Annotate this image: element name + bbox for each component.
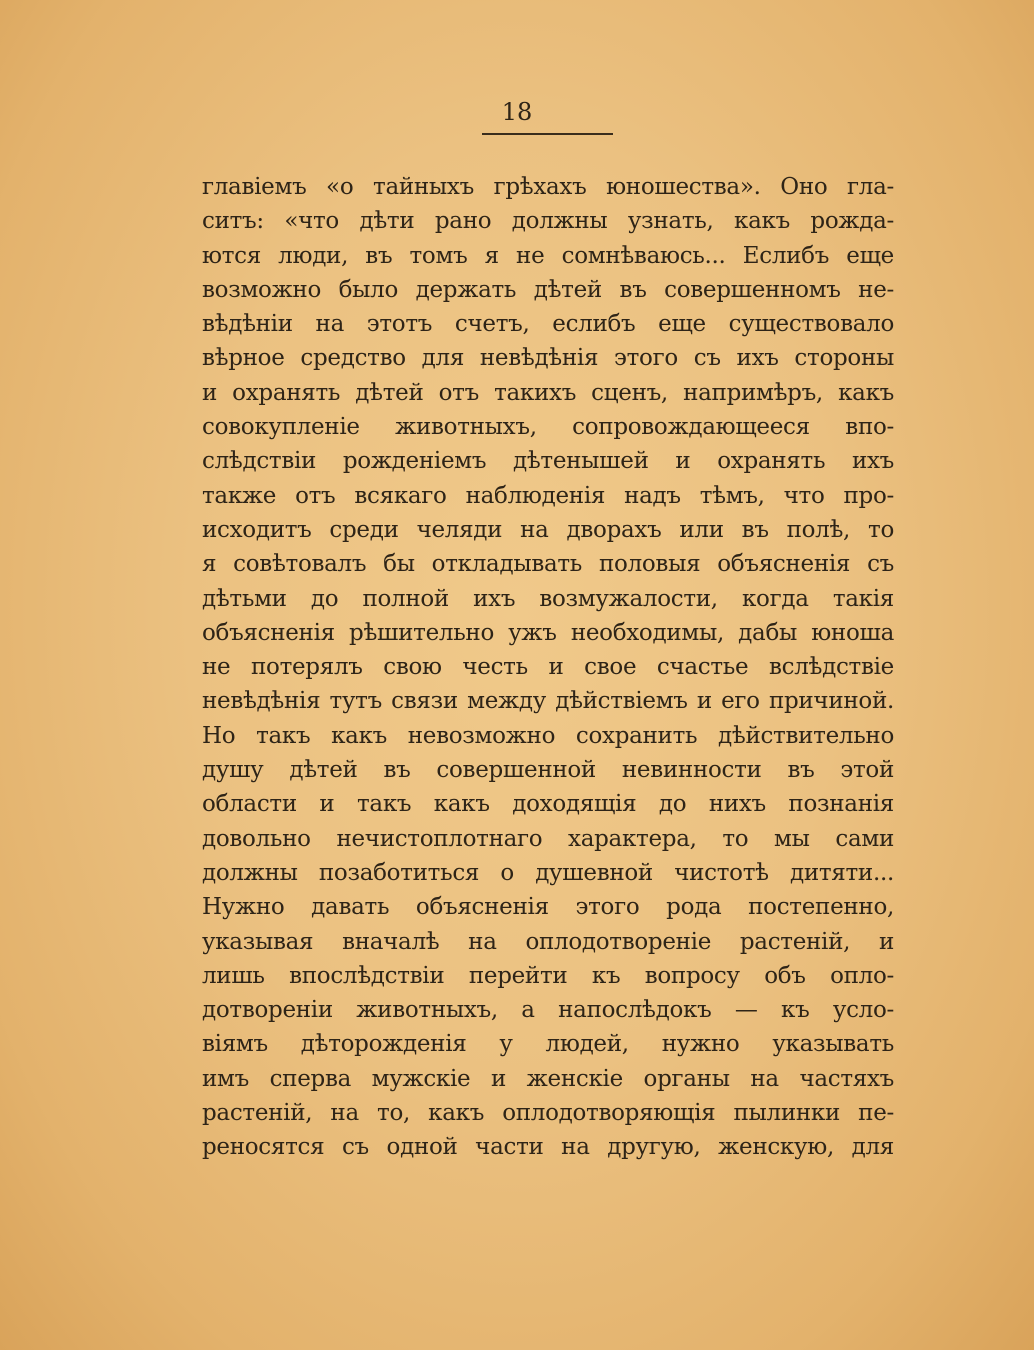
text-line: совокупленіе животныхъ, сопровождающееся впо-: [202, 414, 894, 441]
text-line: также отъ всякаго наблюденія надъ тѣмъ, что про-: [202, 482, 894, 509]
text-line: невѣдѣнія тутъ связи между дѣйствіемъ и его причиной.: [202, 688, 894, 715]
page-number: 18: [501, 98, 533, 126]
text-line: вѣрное средство для невѣдѣнія этого съ ихъ стороны: [202, 345, 894, 372]
text-line: душу дѣтей въ совершенной невинности въ этой: [202, 757, 894, 784]
text-line: вѣдѣніи на этотъ счетъ, еслибъ еще существовало: [202, 311, 894, 338]
text-line: имъ сперва мужскіе и женскіе органы на частяхъ: [202, 1065, 894, 1092]
text-line: должны позаботиться о душевной чистотѣ дитяти...: [202, 859, 894, 886]
body-text: [202, 170, 894, 1165]
text-line: области и такъ какъ доходящія до нихъ познанія: [202, 791, 894, 818]
text-line: віямъ дѣторожденія у людей, нужно указывать: [202, 1031, 894, 1058]
text-line: дотвореніи животныхъ, а напослѣдокъ — къ усло-: [202, 997, 894, 1024]
text-line: ситъ: «что дѣти рано должны узнать, какъ рожда-: [202, 208, 894, 235]
text-line: главіемъ «о тайныхъ грѣхахъ юношества». Оно гла-: [202, 174, 894, 200]
text-line: Но такъ какъ невозможно сохранить дѣйствительно: [202, 722, 894, 749]
text-line: довольно нечистоплотнаго характера, то мы сами: [202, 825, 894, 852]
text-line: лишь впослѣдствіи перейти къ вопросу объ опло-: [202, 962, 894, 989]
text-line: возможно было держать дѣтей въ совершенномъ не-: [202, 276, 894, 303]
text-line: слѣдствіи рожденіемъ дѣтенышей и охранять ихъ: [202, 448, 894, 475]
text-line: я совѣтовалъ бы откладывать половыя объясненія съ: [202, 551, 894, 578]
text-line: дѣтьми до полной ихъ возмужалости, когда такія: [202, 585, 894, 612]
text-line: ются люди, въ томъ я не сомнѣваюсь... Еслибъ еще: [202, 242, 894, 269]
text-line: Нужно давать объясненія этого рода постепенно,: [202, 894, 894, 921]
text-line: исходитъ среди челяди на дворахъ или въ полѣ, то: [202, 516, 894, 543]
text-line: и охранять дѣтей отъ такихъ сценъ, напримѣръ, какъ: [202, 379, 894, 406]
text-line: реносятся съ одной части на другую, женскую, для: [202, 1134, 894, 1161]
text-line: объясненія рѣшительно ужъ необходимы, дабы юноша: [202, 619, 894, 646]
text-line: растеній, на то, какъ оплодотворяющія пылинки пе-: [202, 1100, 894, 1127]
text-line: не потерялъ свою честь и свое счастье вслѣдствіе: [202, 654, 894, 681]
header-rule: [482, 133, 613, 135]
text-line: указывая вначалѣ на оплодотвореніе растеній, и: [202, 928, 894, 955]
